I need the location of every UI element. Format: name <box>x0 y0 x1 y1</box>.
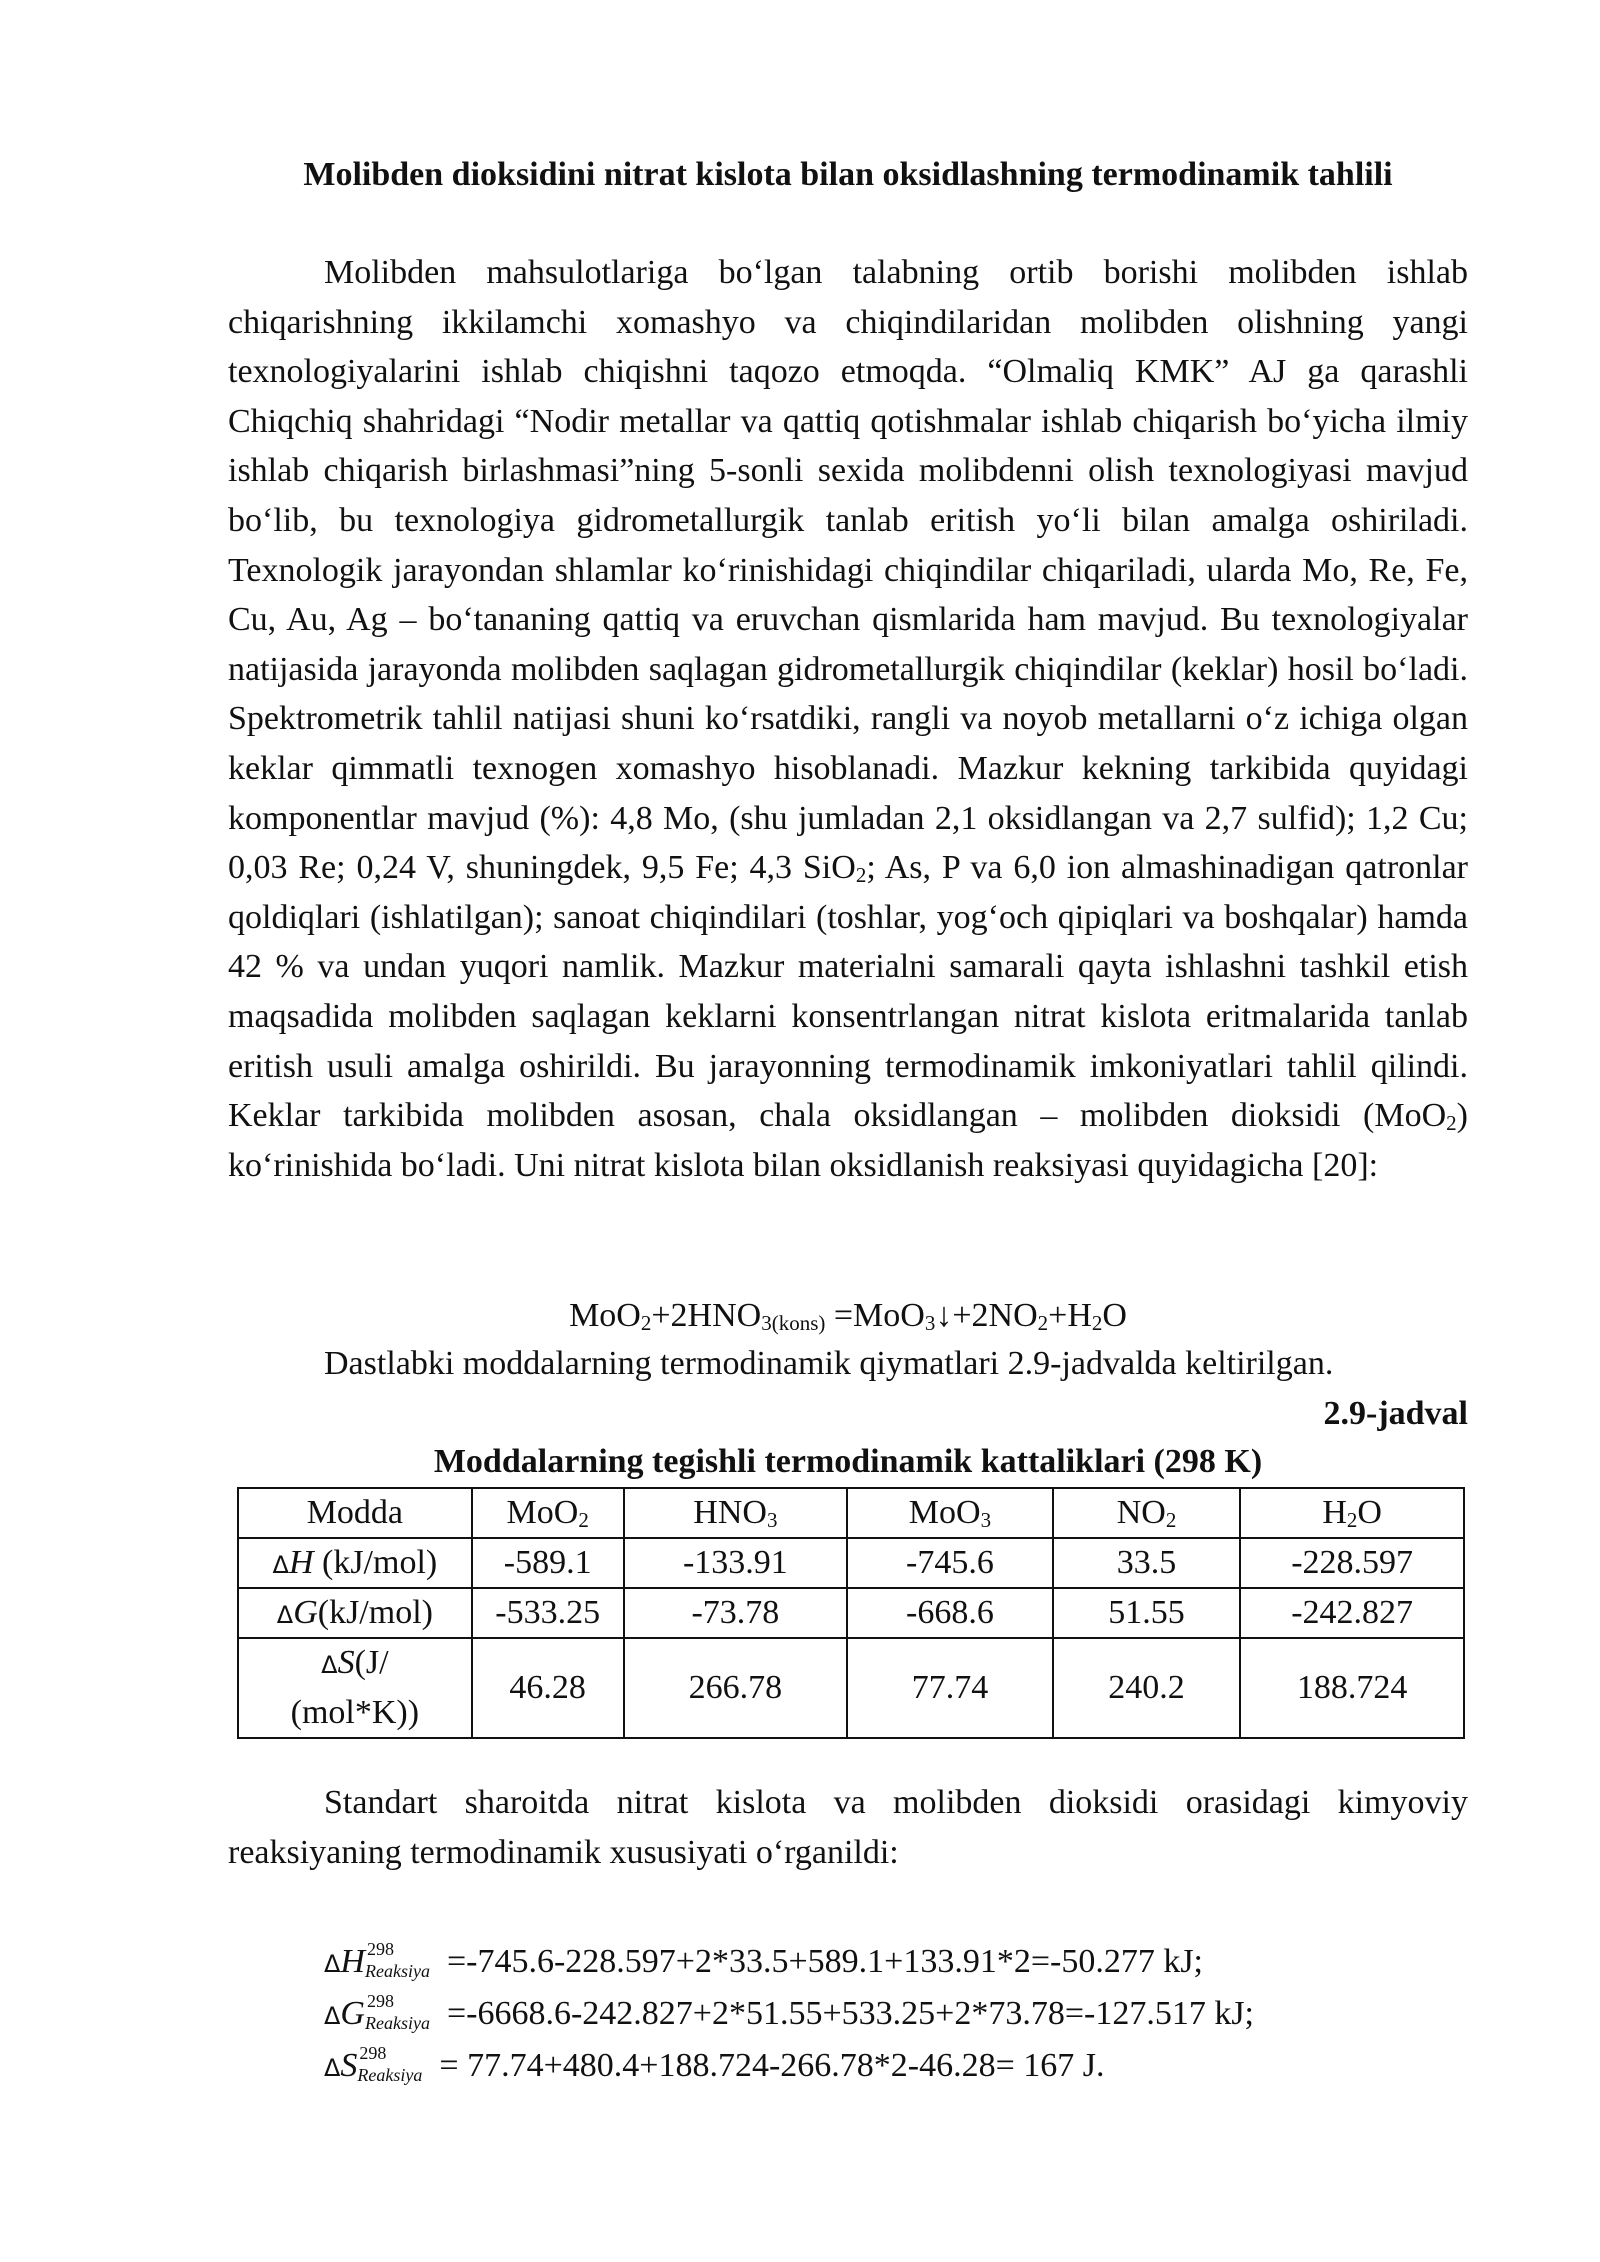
formula-base: H <box>1322 1494 1347 1531</box>
formula-sub: 2 <box>578 1508 589 1532</box>
eq-text: =MoO <box>825 1297 925 1334</box>
delta-symbol: Δ <box>276 1601 294 1629</box>
delta-symbol: Δ <box>321 1651 338 1679</box>
formula-sub: 2 <box>1165 1508 1177 1532</box>
formula-tail: O <box>1357 1494 1382 1531</box>
table-cell: 266.78 <box>624 1638 848 1738</box>
header-cell-no2 <box>1053 1488 1241 1538</box>
intro-paragraph <box>228 248 1468 1190</box>
eq-sub: 2 <box>640 1311 652 1335</box>
table-row-entropy <box>238 1638 1464 1738</box>
table-cell: -668.6 <box>847 1588 1053 1638</box>
delta-symbol: Δ <box>324 1950 341 1978</box>
table-cell: -533.25 <box>472 1588 624 1638</box>
analysis-paragraph: Standart sharoitda nitrat kislota va molibden dioksidi orasidagi kimyoviy reaksiyaning termodinamik xususiyati o‘rganildi: <box>228 1784 1468 1871</box>
eq-sub: 2 <box>1037 1311 1049 1335</box>
calc-gibbs <box>324 1988 1468 2042</box>
table-number: 2.9-jadval <box>1323 1395 1468 1432</box>
table-cell: -133.91 <box>624 1538 848 1588</box>
unit-label: (kJ/mol) <box>317 1594 433 1631</box>
eq-text: +2HNO <box>651 1297 762 1334</box>
unit-label: (J/ <box>354 1644 389 1681</box>
intro-text-part-1: Molibden mahsulotlariga bo‘lgan talabning ortib borishi molibden ishlab chiqarishning ikkilamchi xomashyo va chiqindilaridan molibden olishning yangi texnologiyalarini ishlab chiqishni taqozo etmoqda. “Olmaliq KMK” AJ ga qarashli Chiqchiq shahridagi “Nodir metallar va qattiq qotishmalar ishlab chiqarish bo‘yicha ilmiy ishlab chiqarish birlashmasi”ning 5-sonli sexida molibdenni olish texnologiyasi mavjud bo‘lib, bu texnologiya gidrometallurgik tanlab eritish yo‘li bilan amalga oshiriladi. Texnologik jarayondan shlamlar ko‘rinishidagi chiqindilar chiqariladi, ularda Mo, Re, Fe, Cu, Au, Ag – bo‘tananing qattiq va eruvchan qismlarida ham mavjud. Bu texnologiyalar natijasida jarayonda molibden saqlagan gidrometallurgik chiqindilar (keklar) hosil bo‘ladi. Spektrometrik tahlil natijasi shuni ko‘rsatdiki, rangli va noyob metallarni o‘z ichiga olgan keklar qimmatli texnogen xomashyo hisoblanadi. Mazkur kekning tarkibida quyidagi komponentlar mavjud (%): 4,8 Mo, (shu jumladan 2,1 oksidlangan va 2,7 sulfid); 1,2 Cu; 0,03 Re; 0,24 V, shuningdek, 9,5 Fe; 4,3 SiO <box>228 254 1468 887</box>
eq-text: ↓+2NO <box>935 1297 1038 1334</box>
unit-label-line-2: (mol*K)) <box>290 1694 420 1731</box>
quantity-symbol: G <box>340 1995 365 2032</box>
delta-symbol: Δ <box>324 2002 341 2030</box>
reaction-equation <box>228 1292 1468 1340</box>
formula-sub: 3 <box>766 1508 778 1532</box>
table-cell: 240.2 <box>1053 1638 1241 1738</box>
header-cell-moo2 <box>472 1488 624 1538</box>
table-cell: 33.5 <box>1053 1538 1241 1588</box>
quantity-symbol: S <box>337 1644 355 1681</box>
formula-base: MoO <box>506 1494 579 1531</box>
table-cell: 188.724 <box>1240 1638 1464 1738</box>
sup-sub-group <box>365 1990 445 2042</box>
eq-sub: 2 <box>1091 1311 1103 1335</box>
row-label-entropy <box>238 1638 472 1738</box>
quantity-symbol: H <box>288 1544 314 1581</box>
subscript-reaksiya: Reaksiya <box>364 1961 430 1982</box>
quantity-symbol: H <box>340 1943 365 1980</box>
subscript-reaksiya: Reaksiya <box>364 2013 430 2034</box>
formula-base: MoO <box>908 1494 981 1531</box>
header-cell-substance: Modda <box>238 1488 472 1538</box>
table-row-gibbs <box>238 1588 1464 1638</box>
header-cell-moo3 <box>847 1488 1053 1538</box>
superscript-298: 298 <box>366 1939 394 1960</box>
formula-sub: 2 <box>1346 1508 1358 1532</box>
delta-symbol: Δ <box>272 1551 289 1579</box>
row-label-gibbs <box>238 1588 472 1638</box>
subscript-reaksiya: Reaksiya <box>357 2065 423 2086</box>
calc-enthalpy <box>324 1936 1468 1990</box>
eq-text: +H <box>1048 1297 1092 1334</box>
intro-text-part-3: ) ko‘rinishida bo‘ladi. Uni nitrat kislota bilan oksidlanish reaksiyasi quyidagicha [20]: <box>228 1097 1468 1184</box>
formula-sub: 3 <box>980 1508 992 1532</box>
table-cell: -73.78 <box>624 1588 848 1638</box>
formula-base: NO <box>1116 1494 1166 1531</box>
quantity-symbol: S <box>340 2047 358 2084</box>
header-cell-hno3 <box>624 1488 848 1538</box>
eq-sub: 3(kons) <box>761 1311 826 1335</box>
eq-text: O <box>1102 1297 1127 1334</box>
calc-expression: = 77.74+480.4+188.724-266.78*2-46.28= 167 J. <box>439 2047 1105 2084</box>
thermodynamic-properties-table <box>237 1487 1465 1739</box>
header-cell-h2o <box>1240 1488 1464 1538</box>
table-cell: -589.1 <box>472 1538 624 1588</box>
sup-sub-group <box>365 1938 445 1990</box>
calc-expression: =-6668.6-242.827+2*51.55+533.25+2*73.78=-127.517 kJ; <box>446 1995 1255 2032</box>
table-reference-note: Dastlabki moddalarning termodinamik qiymatlari 2.9-jadvalda keltirilgan. <box>324 1345 1334 1382</box>
row-label-enthalpy <box>238 1538 472 1588</box>
table-cell: -228.597 <box>1240 1538 1464 1588</box>
table-cell: 77.74 <box>847 1638 1053 1738</box>
sup-sub-group <box>357 2042 437 2094</box>
eq-text: MoO <box>569 1297 641 1334</box>
document-title: Molibden dioksidini nitrat kislota bilan oksidlashning termodinamik tahlili <box>303 156 1393 193</box>
table-header-row <box>238 1488 1464 1538</box>
table-row-enthalpy <box>238 1538 1464 1588</box>
intro-subscript-2: 2 <box>1446 1111 1457 1136</box>
intro-text-part-2: ; As, P va 6,0 ion almashinadigan qatronlar qoldiqlari (ishlatilgan); sanoat chiqindilari (toshlar, yog‘och qipiqlari va boshqalar) hamda 42 % va undan yuqori namlik. Mazkur materialni samarali qayta ishlashni tashkil etish maqsadida molibden saqlagan keklarni konsentrlangan nitrat kislota eritmalarida tanlab eritish usuli amalga oshirildi. Bu jarayonning termodinamik imkoniyatlari tahlil qilindi. Keklar tarkibida molibden asosan, chala oksidlangan – molibden dioksidi (MoO <box>228 849 1468 1135</box>
formula-base: HNO <box>693 1494 767 1531</box>
quantity-symbol: G <box>293 1594 318 1631</box>
table-title: Moddalarning tegishli termodinamik kattaliklari (298 K) <box>433 1443 1263 1480</box>
table-cell: -745.6 <box>847 1538 1053 1588</box>
superscript-298: 298 <box>366 1991 394 2012</box>
superscript-298: 298 <box>359 2043 387 2064</box>
table-cell: 51.55 <box>1053 1588 1241 1638</box>
delta-symbol: Δ <box>324 2054 341 2082</box>
calc-expression: =-745.6-228.597+2*33.5+589.1+133.91*2=-50.277 kJ; <box>446 1943 1204 1980</box>
table-cell: 46.28 <box>472 1638 624 1738</box>
eq-sub: 3 <box>924 1311 936 1335</box>
table-cell: -242.827 <box>1240 1588 1464 1638</box>
unit-label: (kJ/mol) <box>313 1544 438 1581</box>
intro-subscript-1: 2 <box>855 863 867 888</box>
calc-entropy <box>324 2040 1468 2094</box>
